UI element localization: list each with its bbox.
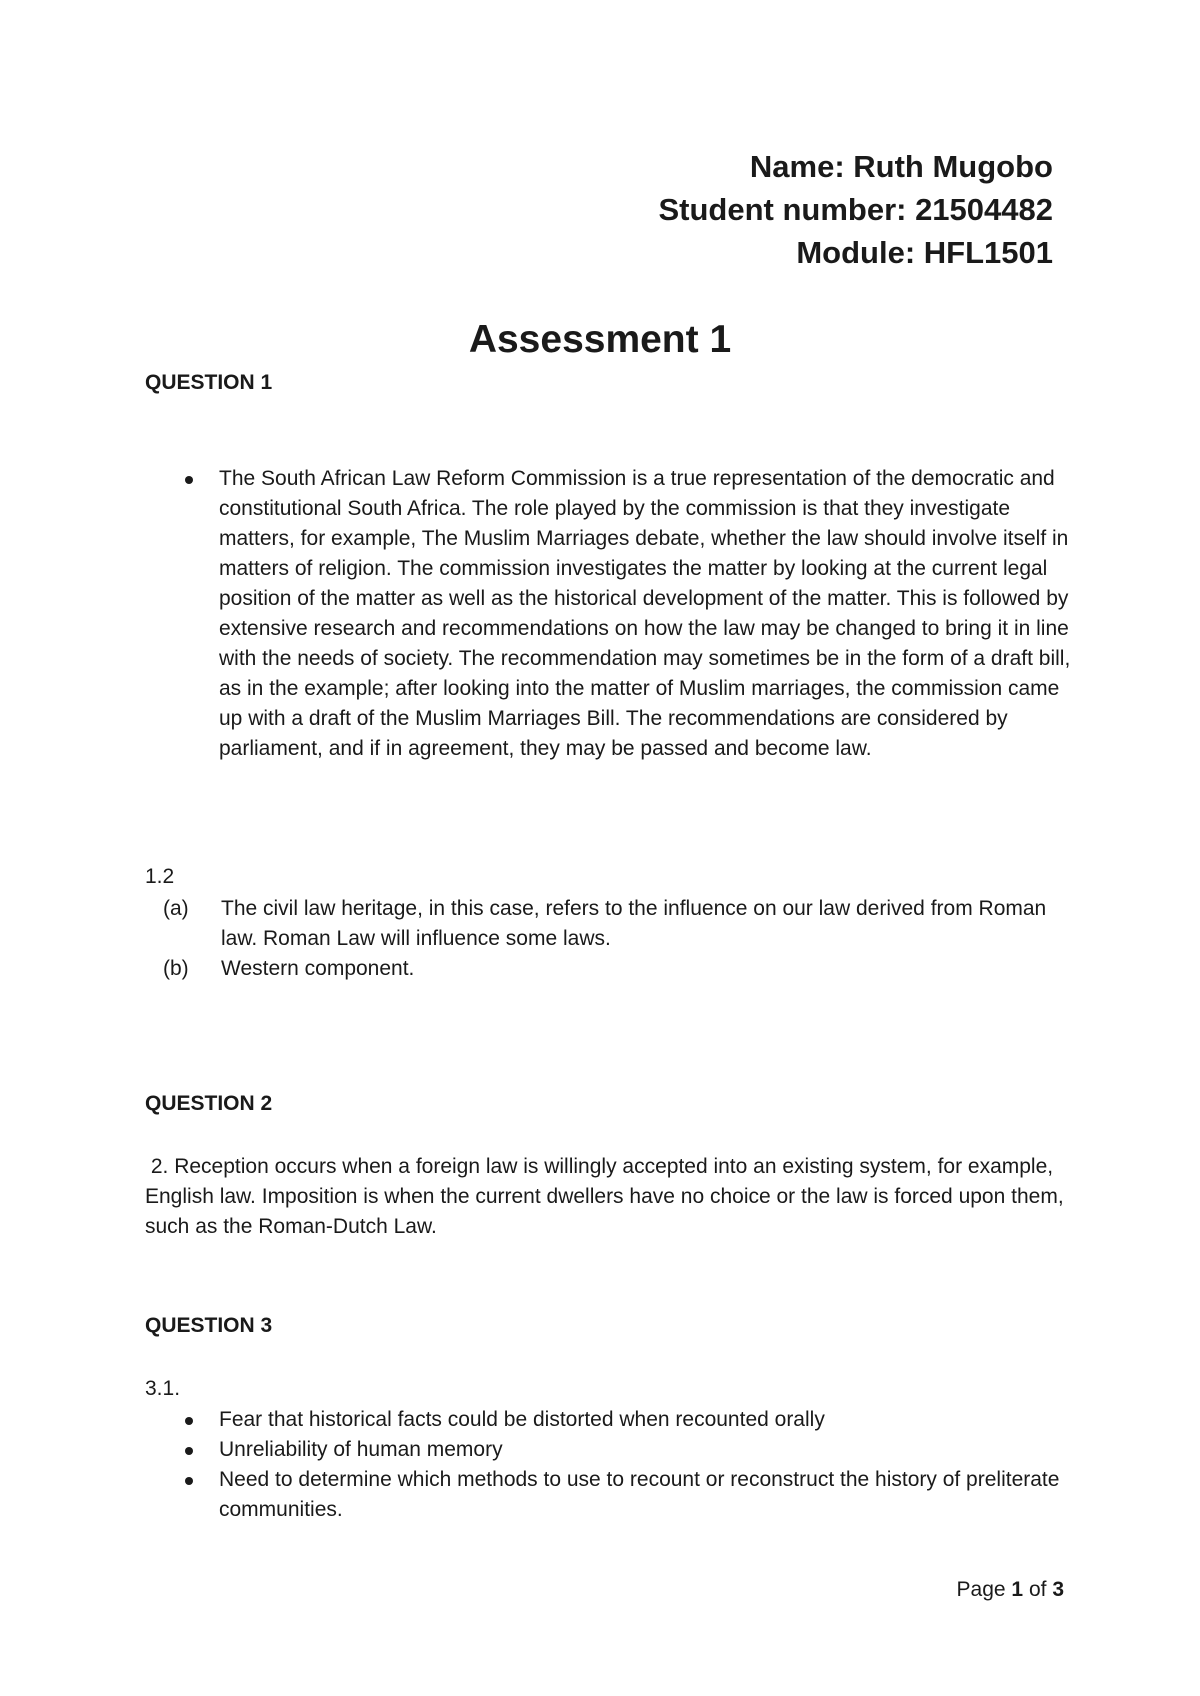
question-3-heading: QUESTION 3 [145,1314,273,1337]
question-3-bullet-list [145,1405,1065,1525]
page-label: Page [956,1578,1006,1601]
page-current: 1 [1011,1578,1024,1601]
list-item-text: Western component. [221,957,415,980]
of-label: of [1028,1578,1047,1601]
bullet-icon [185,476,193,484]
list-item [145,1405,1065,1435]
list-item [145,894,1065,954]
question-1-2-sub-list [145,894,1065,984]
module-code: Module: HFL1501 [796,235,1053,270]
list-marker: (a) [163,897,189,920]
list-item-text: The South African Law Reform Commission is a true representation of the democratic and constitutional South Africa. The role played by the commission is that they investigate matters, for example, The Muslim Marriages debate, whether the law should involve itself in matters of religion. The commission investigates the matter by looking at the current legal position of the matter as well as the historical development of the matter. This is followed by extensive research and recommendations on how the law may be changed to bring it in line with the needs of society. The recommendation may sometimes be in the form of a draft bill, as in the example; after looking into the matter of Muslim marriages, the commission came up with a draft of the Muslim Marriages Bill. The recommendations are considered by parliament, and if in agreement, they may be passed and become law. [219,467,1071,760]
bullet-icon [185,1447,193,1455]
student-number: Student number: 21504482 [658,192,1053,227]
bullet-icon [185,1477,193,1485]
question-2-answer: 2. Reception occurs when a foreign law is willingly accepted into an existing system, for example, English law. Imposition is when the current dwellers have no choice or the law is forced upon them, such as the Roman-Dutch Law. [145,1155,1070,1238]
list-marker: (b) [163,957,189,980]
list-item [145,464,1075,764]
page-footer [957,1576,1064,1604]
list-item [145,1435,1065,1465]
list-item-text: Fear that historical facts could be distorted when recounted orally [219,1408,825,1431]
page-total: 3 [1052,1578,1064,1601]
question-1-heading: QUESTION 1 [145,371,273,394]
list-item-text: The civil law heritage, in this case, refers to the influence on our law derived from Roman law. Roman Law will influence some laws. [221,897,1047,950]
question-3-1-number: 3.1. [145,1377,181,1400]
list-item-text: Unreliability of human memory [219,1438,503,1461]
student-info-block [658,145,1053,274]
page-title: Assessment 1 [468,318,732,361]
bullet-icon [185,1417,193,1425]
question-1-2-number: 1.2 [145,865,175,888]
list-item [145,954,1065,984]
question-1-bullet-list [145,464,1075,764]
list-item-text: Need to determine which methods to use to recount or reconstruct the history of preliterate communities. [219,1468,1060,1521]
student-name: Name: Ruth Mugobo [749,149,1053,184]
list-item [145,1465,1065,1525]
question-2-heading: QUESTION 2 [145,1092,273,1115]
